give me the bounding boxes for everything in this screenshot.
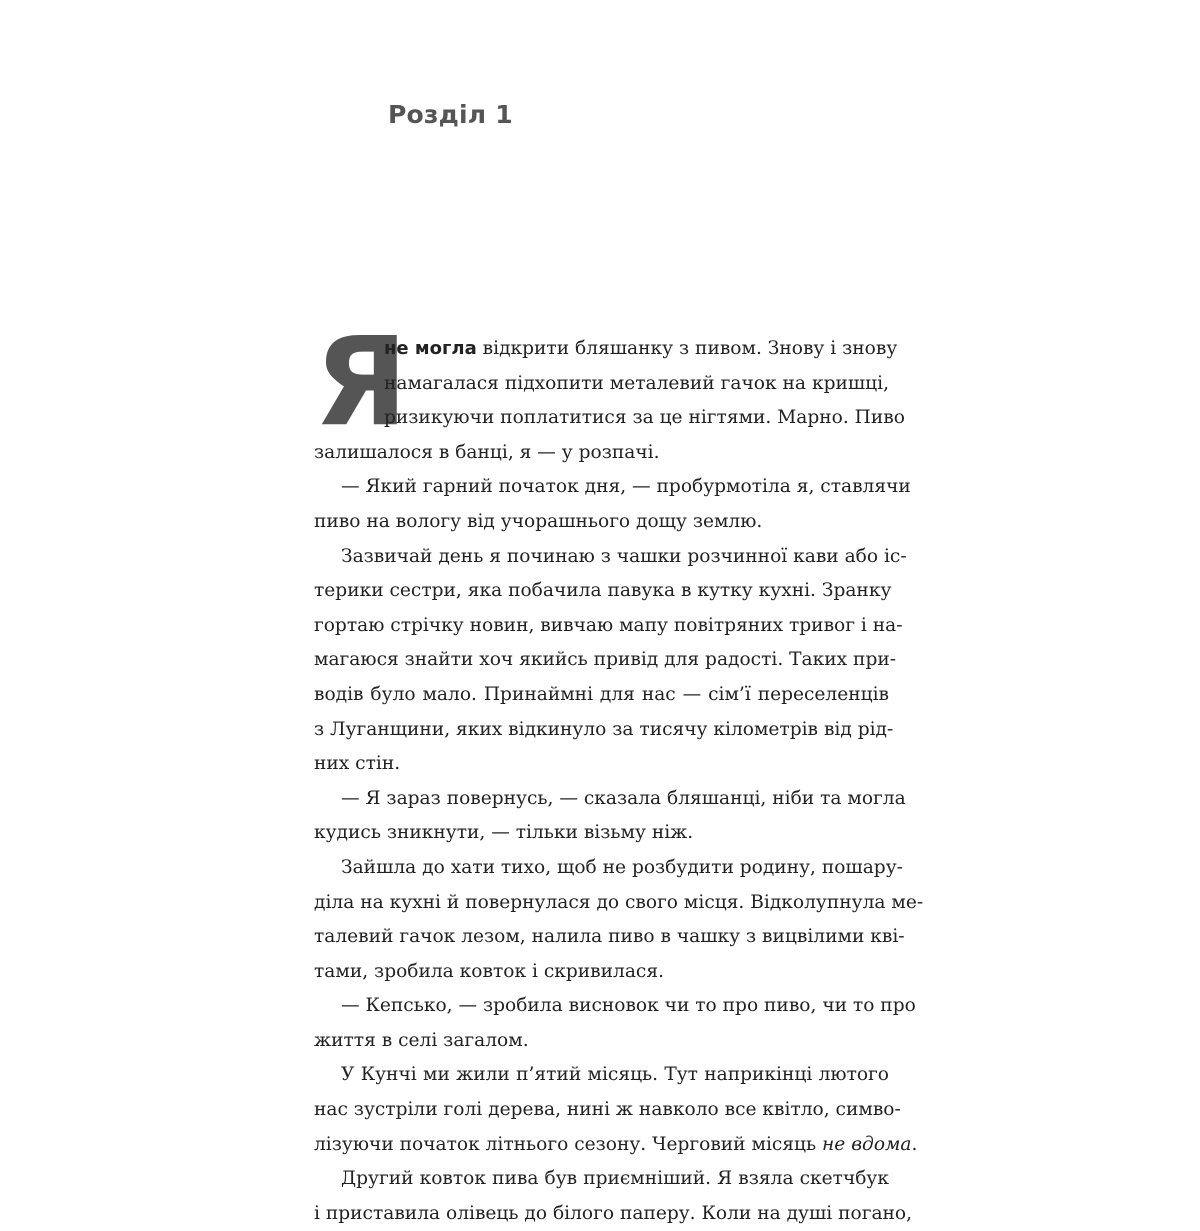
- body-line: Другий ковток пива був приємніший. Я взяла скетчбук: [341, 1168, 889, 1190]
- body-line: терики сестри, яка побачила павука в кутку кухні. Зранку: [314, 580, 892, 602]
- body-line: [314, 1128, 918, 1163]
- body-line: водів було мало. Принаймні для нас — сім’ї переселенців: [314, 683, 889, 705]
- body-line: магаюся знайти хоч якийсь привід для радості. Таких при-: [314, 649, 897, 671]
- body-line: і приставила олівець до білого паперу. Коли на душі погано,: [314, 1202, 913, 1224]
- body-line: життя в селі загалом.: [314, 1029, 529, 1051]
- body-line: тами, зробила ковток і скривилася.: [314, 960, 664, 982]
- drop-cap-letter: Я: [314, 311, 408, 453]
- body-line: — Який гарний початок дня, — пробурмотіла я, ставлячи: [341, 476, 911, 498]
- lead-in-text: не могла: [384, 338, 477, 359]
- body-line: пиво на вологу від учорашнього дощу землю.: [314, 510, 763, 532]
- line-text: лізуючи початок літнього сезону. Черговий місяць: [314, 1133, 817, 1155]
- body-line: нас зустріли голі дерева, нині ж навколо все квітло, симво-: [314, 1099, 901, 1121]
- chapter-body: [314, 311, 924, 1231]
- body-line: гортаю стрічку новин, вивчаю мапу повітряних тривог і на-: [314, 614, 903, 636]
- line-text: відкрити бляшанку з пивом. Знову і знову: [482, 338, 898, 359]
- body-line: залишалося в банці, я — у розпачі.: [314, 441, 660, 463]
- body-line: намагалася підхопити металевий гачок на кришці,: [384, 372, 889, 394]
- body-line: Зазвичай день я починаю з чашки розчинної кави або іс-: [341, 545, 907, 567]
- line-text: .: [911, 1133, 918, 1155]
- body-line: талевий гачок лезом, налила пиво в чашку з вицвілими кві-: [314, 926, 905, 948]
- body-line: [314, 332, 898, 367]
- body-line: кудись зникнути, — тільки візьму ніж.: [314, 822, 694, 844]
- body-line: — Я зараз повернусь, — сказала бляшанці, ніби та могла: [341, 787, 906, 809]
- body-line: У Кунчі ми жили п’ятий місяць. Тут наприкінці лютого: [341, 1064, 889, 1086]
- body-line: з Луганщини, яких відкинуло за тисячу кілометрів від рід-: [314, 718, 894, 740]
- emphasized-text: не вдома: [822, 1133, 912, 1155]
- chapter-title: Розділ 1: [388, 100, 513, 129]
- body-line: ризикуючи поплатитися за це нігтями. Марно. Пиво: [384, 407, 905, 429]
- body-line: них стін.: [314, 753, 401, 775]
- body-line: діла на кухні й повернулася до свого місця. Відколупнула ме-: [314, 891, 924, 913]
- body-line: Зайшла до хати тихо, щоб не розбудити родину, пошару-: [341, 856, 903, 878]
- body-line: — Кепсько, — зробила висновок чи то про пиво, чи то про: [341, 995, 916, 1017]
